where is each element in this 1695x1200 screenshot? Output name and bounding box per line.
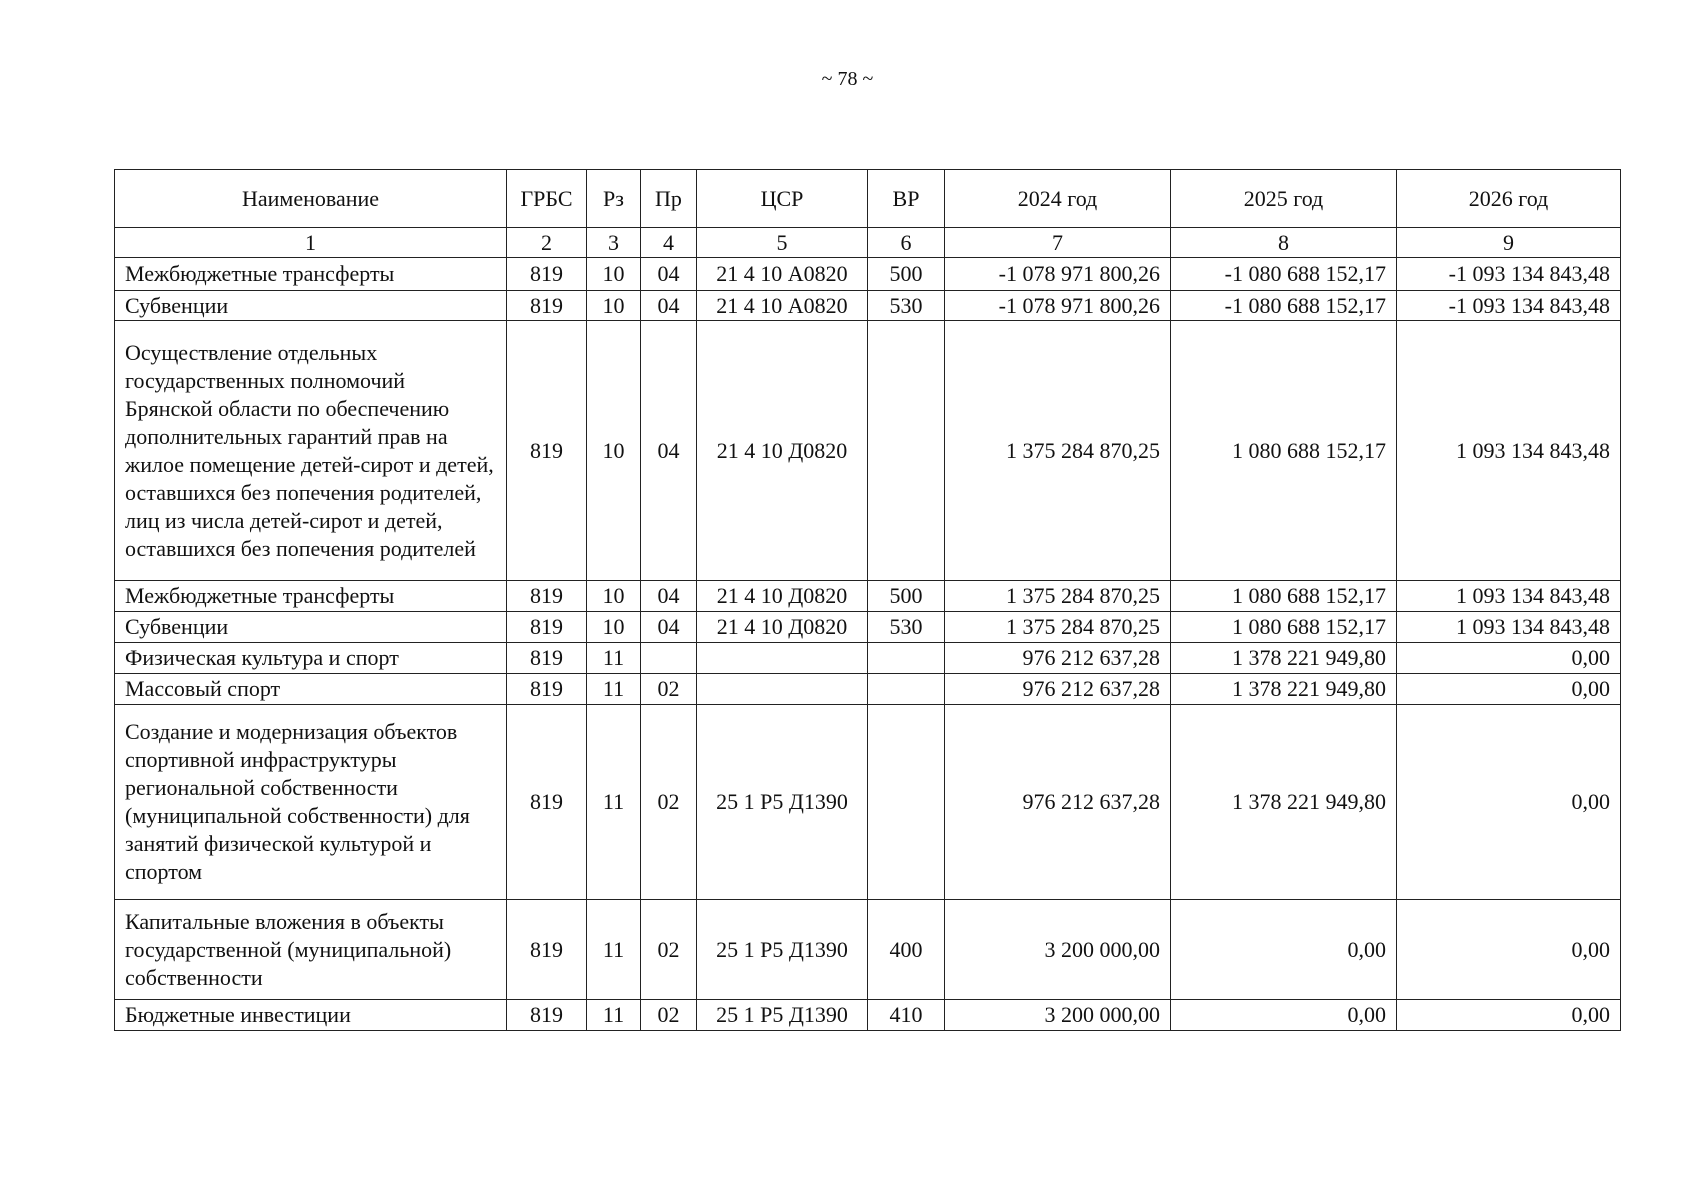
cell-name: Субвенции — [115, 612, 507, 643]
cell-vr: 400 — [868, 900, 945, 1000]
cell-pr: 04 — [641, 258, 697, 291]
page-number: ~ 78 ~ — [821, 68, 874, 90]
budget-table — [114, 169, 1621, 1031]
cell-name: Межбюджетные трансферты — [115, 258, 507, 291]
table-row — [115, 705, 1621, 900]
cell-2024: 1 375 284 870,25 — [945, 612, 1171, 643]
cell-2024: 976 212 637,28 — [945, 674, 1171, 705]
table-row — [115, 291, 1621, 321]
cell-pr: 04 — [641, 612, 697, 643]
column-number-row — [115, 228, 1621, 258]
cell-grbs: 819 — [507, 258, 587, 291]
cell-2026: -1 093 134 843,48 — [1397, 258, 1621, 291]
cell-vr — [868, 705, 945, 900]
header-grbs: ГРБС — [507, 170, 587, 228]
cell-csr: 25 1 Р5 Д1390 — [697, 1000, 868, 1031]
cell-2024: -1 078 971 800,26 — [945, 291, 1171, 321]
table-row — [115, 1000, 1621, 1031]
cell-grbs: 819 — [507, 612, 587, 643]
cell-grbs: 819 — [507, 643, 587, 674]
cell-2026: 0,00 — [1397, 1000, 1621, 1031]
cell-2025: 1 080 688 152,17 — [1171, 581, 1397, 612]
cell-rz: 11 — [587, 705, 641, 900]
cell-rz: 10 — [587, 258, 641, 291]
cell-2025: 1 378 221 949,80 — [1171, 705, 1397, 900]
header-rz: Рз — [587, 170, 641, 228]
cell-2024: 3 200 000,00 — [945, 1000, 1171, 1031]
cell-rz: 10 — [587, 581, 641, 612]
column-number: 4 — [641, 228, 697, 258]
header-2026: 2026 год — [1397, 170, 1621, 228]
cell-pr: 04 — [641, 581, 697, 612]
cell-pr: 02 — [641, 900, 697, 1000]
header-2025: 2025 год — [1171, 170, 1397, 228]
cell-pr: 04 — [641, 291, 697, 321]
header-csr: ЦСР — [697, 170, 868, 228]
cell-rz: 11 — [587, 1000, 641, 1031]
cell-csr: 25 1 Р5 Д1390 — [697, 705, 868, 900]
cell-name: Межбюджетные трансферты — [115, 581, 507, 612]
cell-2026: -1 093 134 843,48 — [1397, 291, 1621, 321]
cell-2025: -1 080 688 152,17 — [1171, 291, 1397, 321]
cell-name: Бюджетные инвестиции — [115, 1000, 507, 1031]
header-row — [115, 170, 1621, 228]
cell-2025: 1 080 688 152,17 — [1171, 612, 1397, 643]
cell-vr: 530 — [868, 612, 945, 643]
column-number: 3 — [587, 228, 641, 258]
header-2024: 2024 год — [945, 170, 1171, 228]
cell-grbs: 819 — [507, 705, 587, 900]
cell-2025: 0,00 — [1171, 900, 1397, 1000]
cell-2026: 0,00 — [1397, 705, 1621, 900]
cell-2024: 1 375 284 870,25 — [945, 581, 1171, 612]
table-row — [115, 900, 1621, 1000]
column-number: 7 — [945, 228, 1171, 258]
cell-csr: 21 4 10 Д0820 — [697, 612, 868, 643]
cell-pr: 04 — [641, 321, 697, 581]
table-row — [115, 581, 1621, 612]
cell-rz: 10 — [587, 612, 641, 643]
cell-2024: 1 375 284 870,25 — [945, 321, 1171, 581]
cell-name: Создание и модернизация объектов спортивной инфраструктуры региональной собственности (муниципальной собственности) для занятий физической культурой и спортом — [115, 705, 507, 900]
column-number: 5 — [697, 228, 868, 258]
cell-grbs: 819 — [507, 321, 587, 581]
cell-grbs: 819 — [507, 291, 587, 321]
cell-2024: 976 212 637,28 — [945, 705, 1171, 900]
cell-2025: 1 080 688 152,17 — [1171, 321, 1397, 581]
cell-name: Осуществление отдельных государственных полномочий Брянской области по обеспечению дополнительных гарантий прав на жилое помещение детей-сирот и детей, оставшихся без попечения родителей, лиц из числа детей-сирот и детей, оставшихся без попечения родителей — [115, 321, 507, 581]
cell-csr — [697, 643, 868, 674]
cell-vr: 500 — [868, 258, 945, 291]
cell-2026: 1 093 134 843,48 — [1397, 321, 1621, 581]
cell-2024: 976 212 637,28 — [945, 643, 1171, 674]
cell-2024: 3 200 000,00 — [945, 900, 1171, 1000]
cell-csr: 21 4 10 А0820 — [697, 291, 868, 321]
cell-name: Капитальные вложения в объекты государственной (муниципальной) собственности — [115, 900, 507, 1000]
cell-2025: -1 080 688 152,17 — [1171, 258, 1397, 291]
table-row — [115, 612, 1621, 643]
table-row — [115, 258, 1621, 291]
header-name: Наименование — [115, 170, 507, 228]
cell-vr — [868, 321, 945, 581]
column-number: 1 — [115, 228, 507, 258]
budget-table-container — [114, 169, 1621, 1031]
cell-pr — [641, 643, 697, 674]
column-number: 6 — [868, 228, 945, 258]
column-number: 8 — [1171, 228, 1397, 258]
cell-2025: 1 378 221 949,80 — [1171, 643, 1397, 674]
cell-csr: 21 4 10 Д0820 — [697, 321, 868, 581]
header-pr: Пр — [641, 170, 697, 228]
cell-2026: 0,00 — [1397, 900, 1621, 1000]
cell-rz: 10 — [587, 291, 641, 321]
cell-name: Субвенции — [115, 291, 507, 321]
cell-vr: 500 — [868, 581, 945, 612]
cell-rz: 10 — [587, 321, 641, 581]
header-vr: ВР — [868, 170, 945, 228]
cell-csr — [697, 674, 868, 705]
column-number: 9 — [1397, 228, 1621, 258]
cell-csr: 25 1 Р5 Д1390 — [697, 900, 868, 1000]
cell-vr — [868, 643, 945, 674]
cell-grbs: 819 — [507, 581, 587, 612]
cell-2026: 0,00 — [1397, 674, 1621, 705]
cell-grbs: 819 — [507, 1000, 587, 1031]
cell-2026: 1 093 134 843,48 — [1397, 612, 1621, 643]
table-row — [115, 643, 1621, 674]
cell-vr: 530 — [868, 291, 945, 321]
cell-csr: 21 4 10 А0820 — [697, 258, 868, 291]
table-row — [115, 321, 1621, 581]
cell-pr: 02 — [641, 705, 697, 900]
cell-name: Массовый спорт — [115, 674, 507, 705]
cell-2026: 1 093 134 843,48 — [1397, 581, 1621, 612]
cell-name: Физическая культура и спорт — [115, 643, 507, 674]
cell-2026: 0,00 — [1397, 643, 1621, 674]
cell-grbs: 819 — [507, 674, 587, 705]
cell-grbs: 819 — [507, 900, 587, 1000]
cell-pr: 02 — [641, 1000, 697, 1031]
cell-vr — [868, 674, 945, 705]
cell-vr: 410 — [868, 1000, 945, 1031]
cell-rz: 11 — [587, 674, 641, 705]
cell-2025: 1 378 221 949,80 — [1171, 674, 1397, 705]
cell-2025: 0,00 — [1171, 1000, 1397, 1031]
cell-2024: -1 078 971 800,26 — [945, 258, 1171, 291]
column-number: 2 — [507, 228, 587, 258]
cell-rz: 11 — [587, 643, 641, 674]
cell-csr: 21 4 10 Д0820 — [697, 581, 868, 612]
table-row — [115, 674, 1621, 705]
cell-rz: 11 — [587, 900, 641, 1000]
cell-pr: 02 — [641, 674, 697, 705]
